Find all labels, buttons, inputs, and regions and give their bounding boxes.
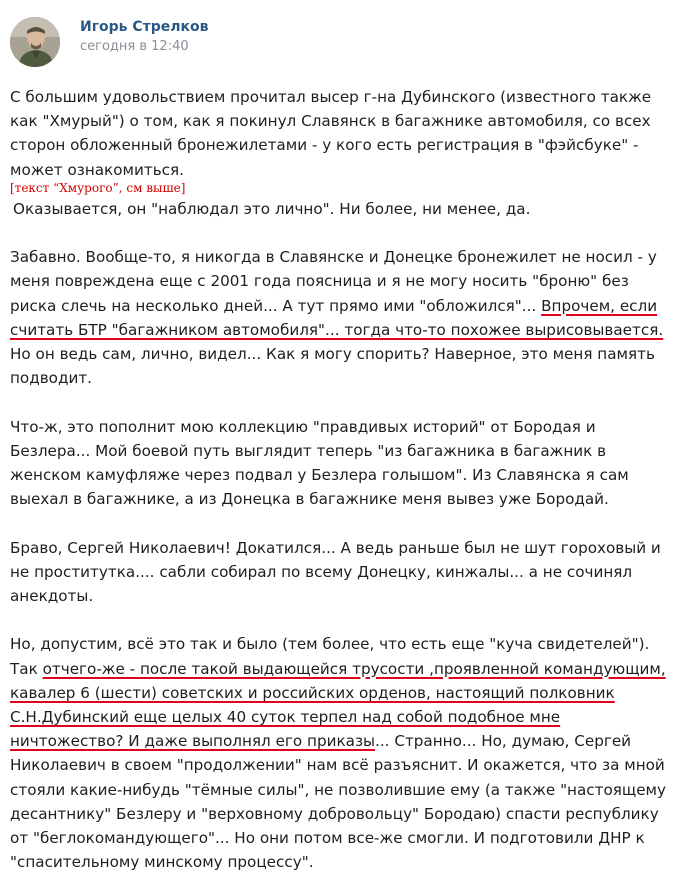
paragraph-1: С большим удовольствием прочитал высер г-на Дубинского (известного также как "Хмурый") о том, как я покинул Славянск в багажнике автомобиля, со всех сторон обложенный бронежилетами - у кого есть регистрация в "фэйсбуке" - может ознакомиться. — [10, 88, 652, 179]
paragraph-5: Браво, Сергей Николаевич! Докатился... А ведь раньше был не шут гороховый и не проститутка.... сабли собирал по всему Донецку, кинжалы... а не сочинял анекдоты. — [10, 538, 661, 606]
post-header — [10, 8, 670, 58]
post-text — [10, 85, 678, 874]
paragraph-6-text-a: Но, допустим, всё это так и было (тем более, что есть еще "куча свидетелей"). Так — [10, 635, 650, 678]
paragraph-6 — [10, 632, 678, 874]
paragraph-6-text-b: ... Странно... Но, думаю, Сергей Николаевич в своем "продолжении" нам всё разъяснит. И окажется, что за мной стояли какие-нибудь "тёмные силы", не позволившие ему (а также "настоящему десантнику" Безлеру и "верховному добровольцу" Бородаю) спасти республику от "беглокомандующего"... Но они потом все-же смогли. И подготовили ДНР к "спасительному минскому процессу". — [10, 732, 667, 872]
paragraph-4: Что-ж, это пополнит мою коллекцию "правдивых историй" от Бородая и Безлера... Мой боевой путь выглядит теперь "из багажника в багажник в женском камуфляже через подвал у Безлера голышом". Из Славянска я сам выехал в багажнике, а из Донецка в багажнике меня вывез уже Бородай. — [10, 417, 629, 509]
annotation-note: [текст “Хмурого”, см выше] — [10, 180, 186, 195]
post-date[interactable]: сегодня в 12:40 — [80, 39, 189, 54]
avatar[interactable] — [10, 17, 60, 67]
paragraph-2: Оказывается, он "наблюдал это лично". Ни более, ни менее, да. — [13, 199, 531, 218]
author-name[interactable]: Игорь Стрелков — [80, 19, 209, 35]
paragraph-3-text-b: Но он ведь сам, лично, видел... Как я могу спорить? Наверное, это меня память подводит. — [10, 345, 655, 388]
author-photo-icon — [10, 17, 60, 67]
underlined-phrase-cowardice: отчего-же - после такой выдающейся трусости ,проявленной командующим, кавалер 6 (шести) советских и российских орденов, настоящий полковник С.Н.Дубинский еще целых 40 суток терпел над собой подобное мне ничтожество? И даже выполнял его приказы — [10, 659, 666, 751]
paragraph-3-text-a: Забавно. Вообще-то, я никогда в Славянске и Донецке бронежилет не носил - у меня повреждена еще с 2001 года поясница и я не могу носить "броню" без риска слечь на несколько дней... А тут прямо ими "обложился"... — [10, 248, 657, 315]
underlined-phrase-btr: Впрочем, если считать БТР "багажником автомобиля"... тогда что-то похожее вырисовывается. — [10, 296, 664, 339]
paragraph-3 — [10, 245, 678, 390]
